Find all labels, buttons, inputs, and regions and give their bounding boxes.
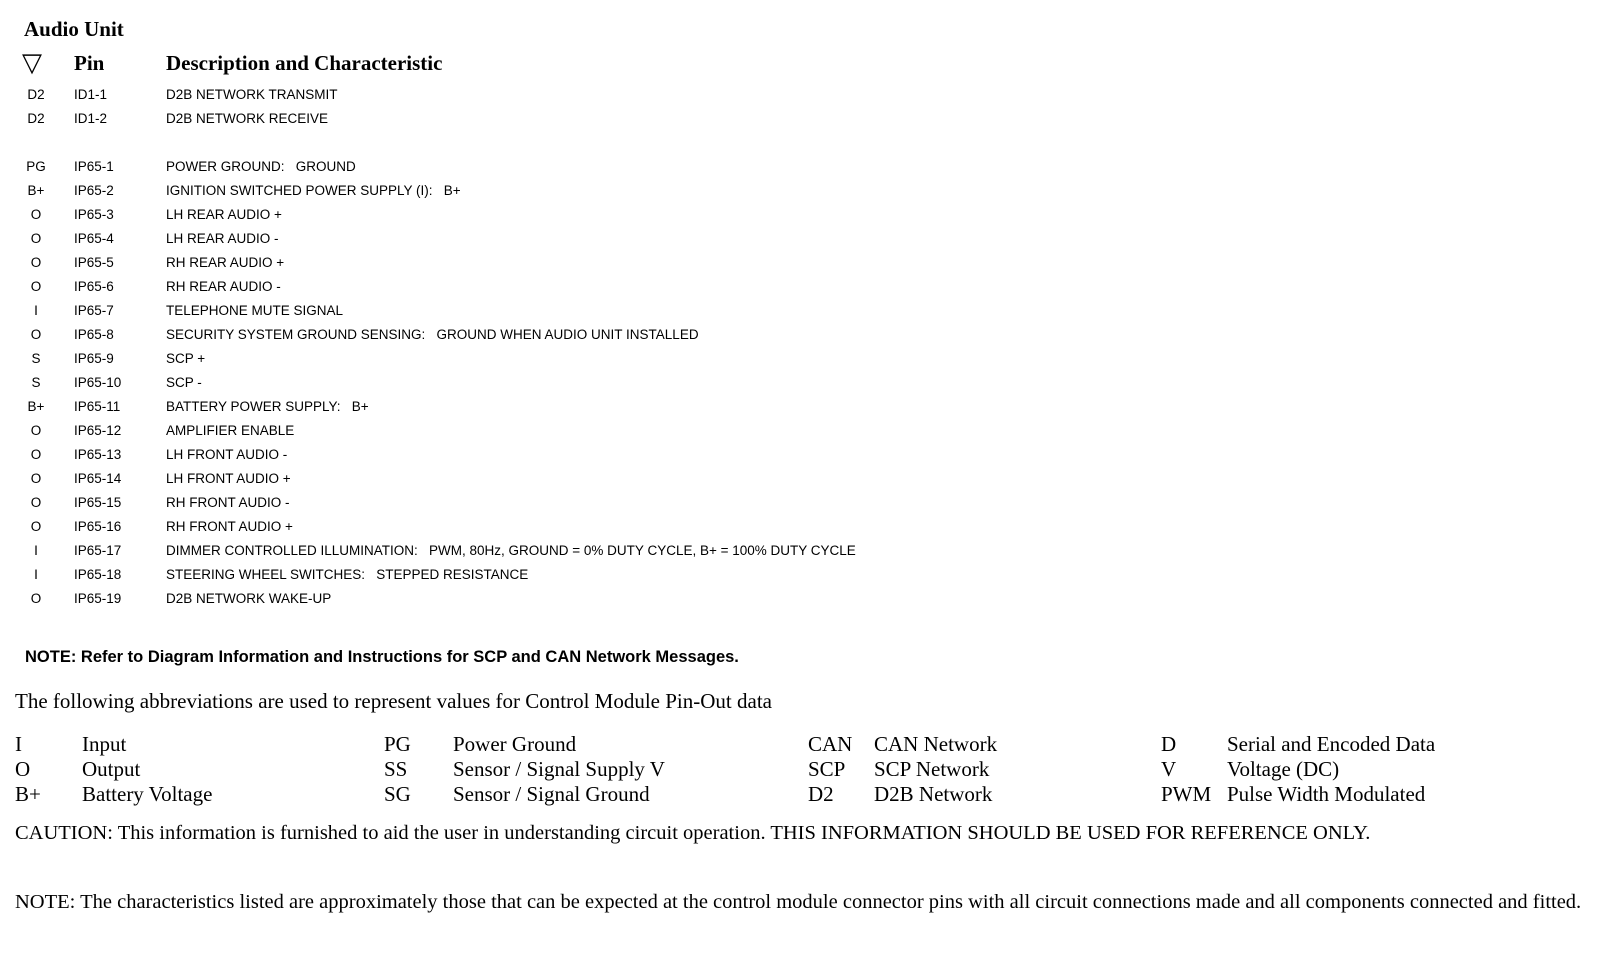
table-row (0, 227, 1600, 251)
signal-type: O (30, 519, 42, 534)
pin-description: D2B NETWORK TRANSMIT (166, 87, 338, 102)
abbreviation-code: D2 (808, 782, 834, 806)
signal-type: I (34, 543, 38, 558)
pin-id: IP65-17 (74, 543, 122, 558)
table-row (0, 587, 1600, 611)
pin-description: RH FRONT AUDIO - (166, 495, 290, 510)
pin-id: IP65-18 (74, 567, 122, 582)
pin-id: IP65-10 (74, 375, 122, 390)
table-row (0, 251, 1600, 275)
pin-id: ID1-1 (74, 87, 108, 102)
pin-description: POWER GROUND: GROUND (166, 159, 356, 174)
abbreviation-meaning: D2B Network (874, 782, 993, 806)
abbreviation-code: I (15, 732, 22, 756)
signal-type: D2 (27, 111, 45, 126)
pin-id: IP65-11 (74, 399, 121, 414)
pin-id: IP65-2 (74, 183, 114, 198)
table-row (0, 83, 1600, 107)
abbreviation-code: SG (384, 782, 411, 806)
table-row (0, 155, 1600, 179)
abbreviation-meaning: SCP Network (874, 757, 990, 781)
signal-type: S (31, 375, 41, 390)
abbreviation-code: SCP (808, 757, 846, 781)
pin-description: RH REAR AUDIO + (166, 255, 285, 270)
table-row (0, 395, 1600, 419)
pin-id: IP65-19 (74, 591, 122, 606)
signal-type: O (30, 279, 42, 294)
table-row (0, 323, 1600, 347)
pin-description: D2B NETWORK RECEIVE (166, 111, 329, 126)
signal-type: D2 (27, 87, 45, 102)
pin-description: SCP - (166, 375, 202, 390)
pin-description: LH REAR AUDIO + (166, 207, 282, 222)
abbreviation-code: PG (384, 732, 411, 756)
table-row (0, 299, 1600, 323)
signal-type: O (30, 447, 42, 462)
pin-description: LH FRONT AUDIO + (166, 471, 291, 486)
description-column-header: Description and Characteristic (166, 51, 443, 75)
pin-id: IP65-16 (74, 519, 122, 534)
network-note: NOTE: Refer to Diagram Information and Instructions for SCP and CAN Network Messages. (25, 648, 739, 666)
pin-id: IP65-7 (74, 303, 114, 318)
abbreviation-code: V (1161, 757, 1177, 781)
abbreviation-code: CAN (808, 732, 853, 756)
table-row (0, 563, 1600, 587)
signal-type: O (30, 591, 42, 606)
abbreviation-code: PWM (1161, 782, 1212, 806)
pin-description: AMPLIFIER ENABLE (166, 423, 295, 438)
table-row (0, 443, 1600, 467)
signal-type: O (30, 231, 42, 246)
pin-description: RH FRONT AUDIO + (166, 519, 293, 534)
table-row (0, 275, 1600, 299)
abbreviation-meaning: Serial and Encoded Data (1227, 732, 1436, 756)
pin-id: ID1-2 (74, 111, 108, 126)
abbreviation-meaning: Battery Voltage (82, 782, 213, 806)
abbreviation-meaning: Input (82, 732, 127, 756)
abbreviation-code: O (15, 757, 31, 781)
signal-type: O (30, 495, 42, 510)
pin-description: RH REAR AUDIO - (166, 279, 281, 294)
caution-text: CAUTION: This information is furnished to aid the user in understanding circuit operation. THIS INFORMATION SHOULD BE USED FOR REFERENCE ONLY. (15, 822, 1371, 844)
page-title: Audio Unit (24, 17, 124, 41)
abbreviation-code: SS (384, 757, 408, 781)
table-row (0, 371, 1600, 395)
abbreviation-meaning: Pulse Width Modulated (1227, 782, 1426, 806)
characteristics-note: NOTE: The characteristics listed are approximately those that can be expected at the control module connector pins with all circuit connections made and all components connected and fitted. (15, 891, 1582, 913)
pin-id: IP65-1 (74, 159, 114, 174)
abbreviation-meaning: Sensor / Signal Ground (453, 782, 650, 806)
abbreviations-legend (0, 732, 1600, 807)
table-row (0, 515, 1600, 539)
pin-description: TELEPHONE MUTE SIGNAL (166, 303, 344, 318)
pin-description: D2B NETWORK WAKE-UP (166, 591, 332, 606)
pin-description: IGNITION SWITCHED POWER SUPPLY (I): B+ (166, 183, 461, 198)
signal-type: B+ (27, 399, 45, 414)
table-row (0, 419, 1600, 443)
abbreviation-code: D (1161, 732, 1177, 756)
pin-id: IP65-4 (74, 231, 114, 246)
signal-type: O (30, 471, 42, 486)
abbreviation-code: B+ (15, 782, 41, 806)
pin-id: IP65-6 (74, 279, 114, 294)
abbreviation-meaning: Output (82, 757, 141, 781)
signal-type: PG (26, 159, 46, 174)
pin-id: IP65-15 (74, 495, 122, 510)
pin-id: IP65-13 (74, 447, 122, 462)
pin-description: BATTERY POWER SUPPLY: B+ (166, 399, 369, 414)
table-row (0, 203, 1600, 227)
signal-type: O (30, 423, 42, 438)
pin-id: IP65-5 (74, 255, 114, 270)
signal-type: O (30, 207, 42, 222)
abbreviation-row (0, 782, 1600, 807)
table-row (0, 347, 1600, 371)
table-row (0, 491, 1600, 515)
pin-description: SCP + (166, 351, 206, 366)
table-row (0, 179, 1600, 203)
abbreviations-intro: The following abbreviations are used to represent values for Control Module Pin-Out data (15, 689, 772, 713)
pin-id: IP65-12 (74, 423, 122, 438)
pin-column-header: Pin (74, 51, 105, 75)
pin-description: DIMMER CONTROLLED ILLUMINATION: PWM, 80Hz, GROUND = 0% DUTY CYCLE, B+ = 100% DUTY CYCLE (166, 543, 856, 558)
pin-id: IP65-14 (74, 471, 122, 486)
pin-description: LH FRONT AUDIO - (166, 447, 288, 462)
signal-type: B+ (27, 183, 45, 198)
pin-description: STEERING WHEEL SWITCHES: STEPPED RESISTANCE (166, 567, 529, 582)
table-row (0, 467, 1600, 491)
pin-description: LH REAR AUDIO - (166, 231, 279, 246)
table-row (0, 131, 1600, 155)
abbreviation-meaning: CAN Network (874, 732, 998, 756)
signal-type: I (34, 303, 38, 318)
table-row (0, 539, 1600, 563)
signal-type: O (30, 255, 42, 270)
signal-type: I (34, 567, 38, 582)
signal-type: O (30, 327, 42, 342)
abbreviation-row (0, 757, 1600, 782)
pin-description: SECURITY SYSTEM GROUND SENSING: GROUND WHEN AUDIO UNIT INSTALLED (166, 327, 699, 342)
table-row (0, 107, 1600, 131)
abbreviation-meaning: Voltage (DC) (1227, 757, 1340, 781)
pin-id: IP65-8 (74, 327, 114, 342)
symbol-column-header (22, 50, 52, 76)
signal-type: S (31, 351, 41, 366)
pin-id: IP65-9 (74, 351, 114, 366)
triangle-down-icon: ▽ (22, 48, 42, 77)
abbreviation-meaning: Sensor / Signal Supply V (453, 757, 665, 781)
pin-id: IP65-3 (74, 207, 114, 222)
pinout-table (0, 83, 1600, 611)
abbreviation-row (0, 732, 1600, 757)
abbreviation-meaning: Power Ground (453, 732, 577, 756)
